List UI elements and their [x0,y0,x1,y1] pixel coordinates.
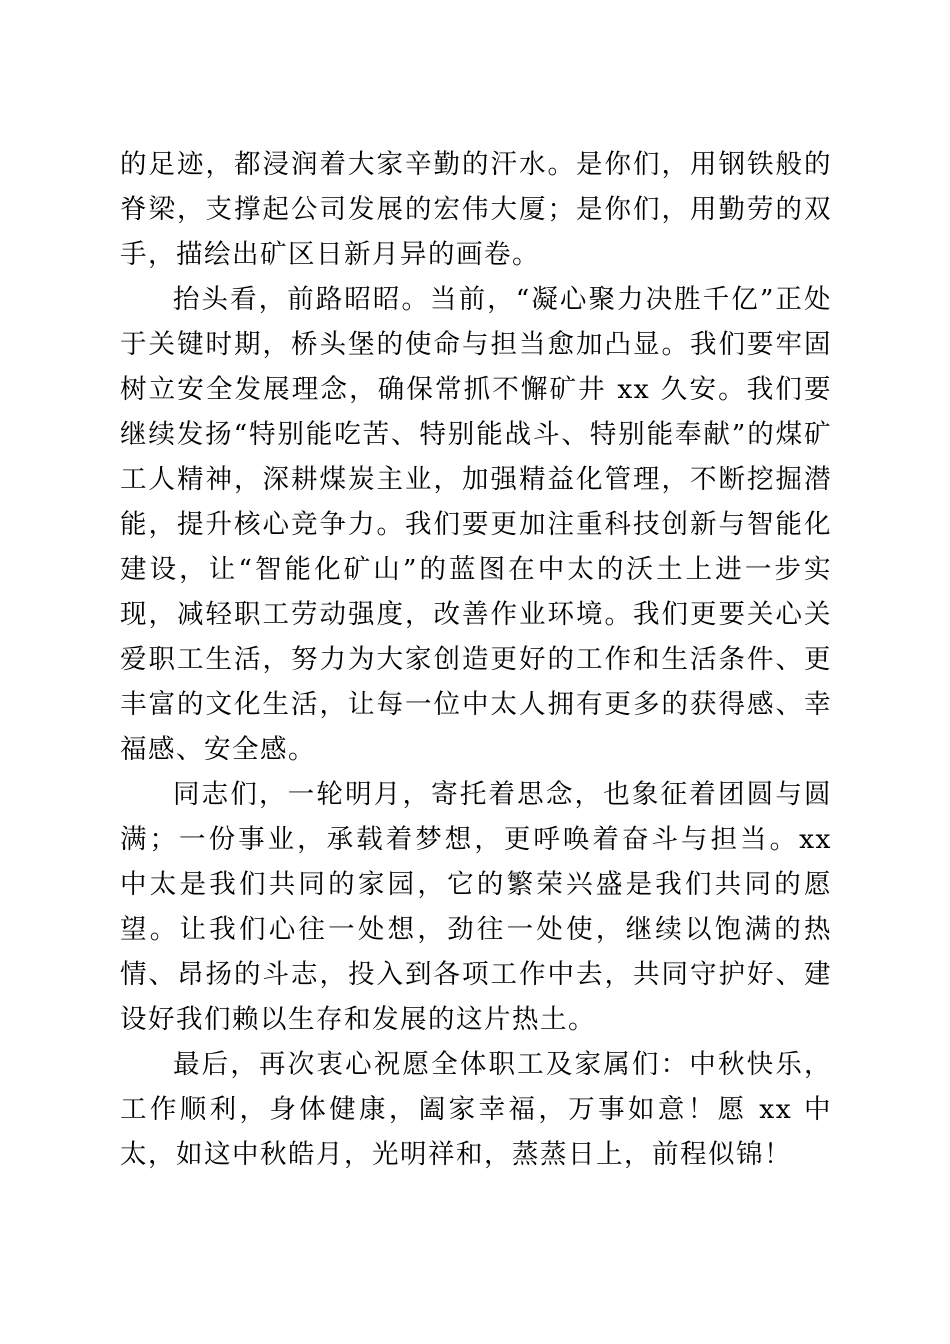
paragraph-2: 抬头看，前路昭昭。当前，“凝心聚力决胜千亿”正处于关键时期，桥头堡的使命与担当愈加凸显。我们要牢固树立安全发展理念，确保常抓不懈矿井 xx 久安。我们要继续发扬“特别能吃苦、特别能战斗、特别能奉献”的煤矿工人精神，深耕煤炭主业，加强精益化管理，不断挖掘潜能，提升核心竞争力。我们要更加注重科技创新与智能化建设，让“智能化矿山”的蓝图在中太的沃土上进一步实现，减轻职工劳动强度，改善作业环境。我们更要关心关爱职工生活，努力为大家创造更好的工作和生活条件、更丰富的文化生活，让每一位中太人拥有更多的获得感、幸福感、安全感。 [120,284,832,765]
paragraph-1: 的足迹，都浸润着大家辛勤的汗水。是你们，用钢铁般的脊梁，支撑起公司发展的宏伟大厦；是你们，用勤劳的双手，描绘出矿区日新月异的画卷。 [120,149,832,270]
document-body [120,142,832,1177]
paragraph-3: 同志们，一轮明月，寄托着思念，也象征着团圆与圆满；一份事业，承载着梦想，更呼唤着奋斗与担当。xx 中太是我们共同的家园，它的繁荣兴盛是我们共同的愿望。让我们心往一处想，劲往一处使，继续以饱满的热情、昂扬的斗志，投入到各项工作中去，共同守护好、建设好我们赖以生存和发展的这片热土。 [120,779,832,1035]
paragraph-4: 最后，再次衷心祝愿全体职工及家属们：中秋快乐，工作顺利，身体健康，阖家幸福，万事如意！愿 xx 中太，如这中秋皓月，光明祥和，蒸蒸日上，前程似锦！ [120,1049,832,1170]
